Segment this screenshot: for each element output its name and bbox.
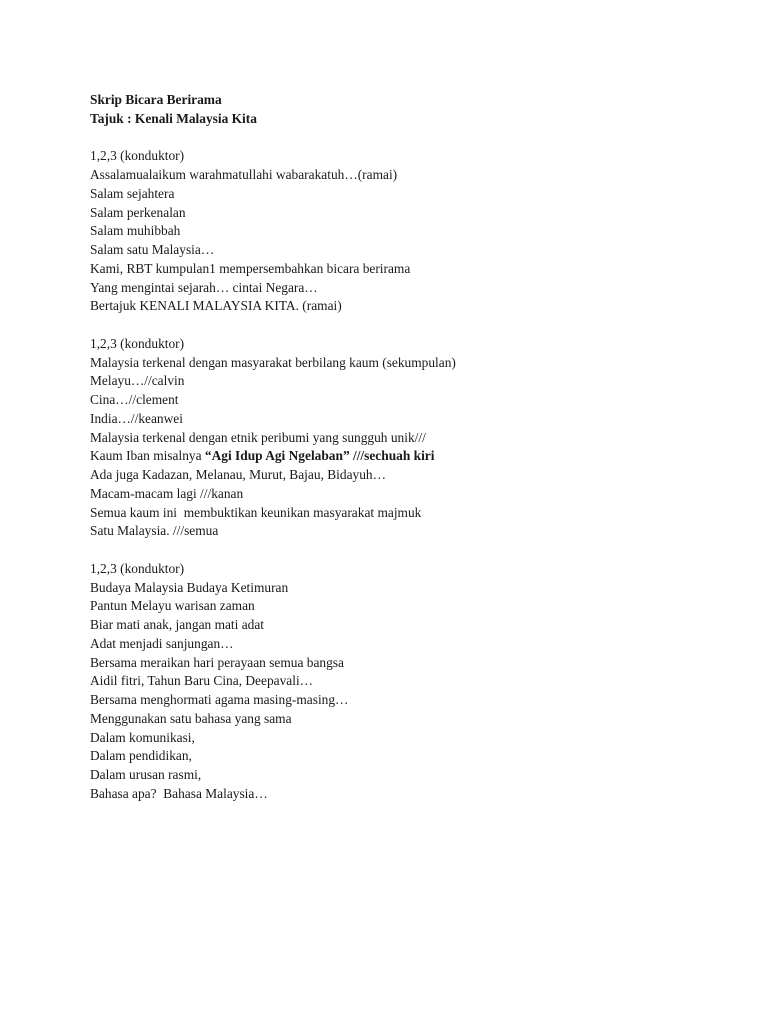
script-line: Assalamualaikum warahmatullahi wabarakatuh…(ramai)	[90, 167, 398, 182]
document-page	[90, 91, 730, 804]
script-line: Bersama meraikan hari perayaan semua bangsa	[90, 654, 344, 670]
document-subtitle: Tajuk : Kenali Malaysia Kita	[90, 110, 257, 126]
script-line: Malaysia terkenal dengan etnik peribumi yang sungguh unik///	[90, 429, 426, 445]
script-section-2	[90, 335, 730, 541]
script-section-1	[90, 147, 730, 316]
script-line: Dalam komunikasi,	[90, 729, 195, 745]
blank-line	[90, 129, 730, 148]
script-line: 1,2,3 (konduktor)	[90, 148, 185, 164]
script-line: Cina…//clement	[90, 392, 179, 407]
script-line: Satu Malaysia. ///semua	[90, 523, 219, 539]
script-line: Salam muhibbah	[90, 223, 181, 239]
script-line: Macam-macam lagi ///kanan	[90, 485, 244, 501]
script-line: 1,2,3 (konduktor)	[90, 560, 185, 576]
script-line: Dalam pendidikan,	[90, 748, 192, 764]
script-line: Semua kaum ini membuktikan keunikan masyarakat majmuk	[90, 504, 422, 520]
script-line-iban	[90, 447, 730, 466]
script-line: India…//keanwei	[90, 410, 183, 426]
script-line: Menggunakan satu bahasa yang sama	[90, 710, 292, 726]
script-line: Yang mengintai sejarah… cintai Negara…	[90, 279, 318, 295]
script-line: Bersama menghormati agama masing-masing…	[90, 692, 349, 707]
script-line: Budaya Malaysia Budaya Ketimuran	[90, 579, 289, 595]
script-line: Bertajuk KENALI MALAYSIA KITA. (ramai)	[90, 298, 342, 314]
script-line: Bahasa apa? Bahasa Malaysia…	[90, 785, 268, 801]
script-line: Melayu…//calvin	[90, 373, 185, 389]
blank-line	[90, 541, 730, 560]
script-line: Ada juga Kadazan, Melanau, Murut, Bajau, Bidayuh…	[90, 467, 386, 482]
document-title: Skrip Bicara Berirama	[90, 92, 222, 107]
iban-line-prefix: Kaum Iban misalnya	[90, 448, 205, 464]
blank-line	[90, 316, 730, 335]
script-line: Salam satu Malaysia…	[90, 242, 215, 257]
script-line: Salam perkenalan	[90, 204, 186, 220]
script-line: Aidil fitri, Tahun Baru Cina, Deepavali…	[90, 673, 314, 689]
script-line: Biar mati anak, jangan mati adat	[90, 617, 265, 632]
script-line: 1,2,3 (konduktor)	[90, 335, 185, 351]
script-line: Adat menjadi sanjungan…	[90, 635, 234, 651]
script-line: Malaysia terkenal dengan masyarakat berbilang kaum (sekumpulan)	[90, 354, 456, 370]
script-line: Kami, RBT kumpulan1 mempersembahkan bicara berirama	[90, 260, 411, 276]
script-line: Salam sejahtera	[90, 185, 175, 201]
script-line: Pantun Melayu warisan zaman	[90, 598, 255, 614]
iban-line-bold: “Agi Idup Agi Ngelaban” ///sechuah kiri	[204, 448, 435, 464]
script-line: Dalam urusan rasmi,	[90, 767, 202, 782]
script-section-3	[90, 560, 730, 804]
